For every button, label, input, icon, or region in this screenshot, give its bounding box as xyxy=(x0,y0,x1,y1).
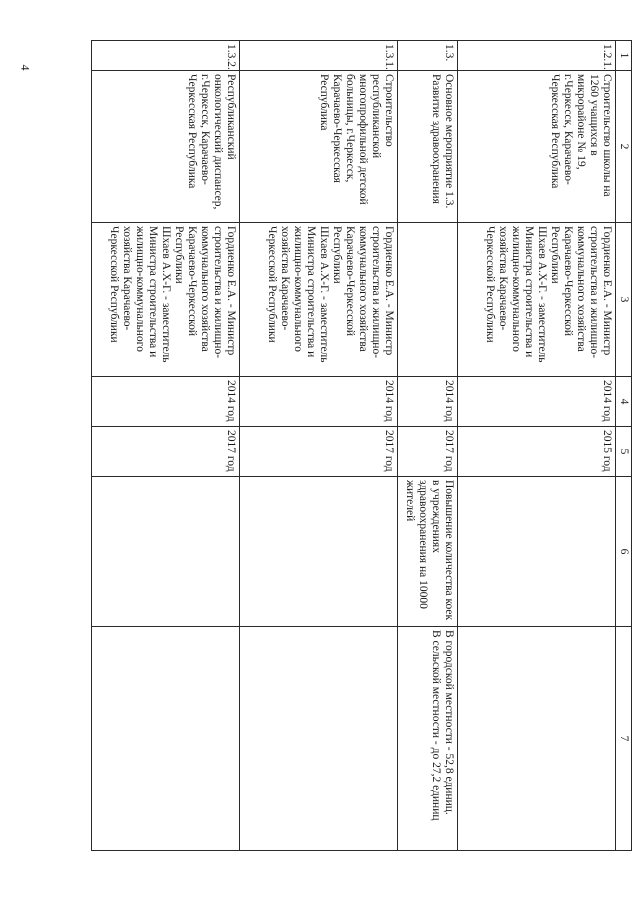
measure-name: Основное мероприятие 1.3. Развитие здравоохранения xyxy=(398,71,458,223)
row-number: 1.3.1. xyxy=(240,41,398,71)
responsible: Гордиенко Е.А. - Министр строительства и жилищно-коммунального хозяйства Карачаево-Черкесской Республики Шхаев А.Х-Г. - заместитель Министра строительства и жилищно-коммунального хозяйства Карачаево-Черкесской Республики xyxy=(240,223,398,377)
start-year: 2014 год xyxy=(240,377,398,427)
expected-result xyxy=(92,477,240,627)
header-cell: 2 xyxy=(616,71,632,223)
measure-name: Республиканский онкологический диспансер, г.Черкесск, Карачаево-Черкесская Республика xyxy=(92,71,240,223)
header-cell: 5 xyxy=(616,427,632,477)
table-row xyxy=(240,41,398,851)
row-number: 1.2.1. xyxy=(458,41,616,71)
indicator xyxy=(458,627,616,851)
responsible: Гордиенко Е.А. - Министр строительства и жилищно-коммунального хозяйства Карачаево-Черкесской Республики Шхаев А.Х-Г. - заместитель Министра строительства и жилищно-коммунального хозяйства Карачаево-Черкесской Республики xyxy=(92,223,240,377)
responsible xyxy=(398,223,458,377)
expected-result xyxy=(458,477,616,627)
expected-result xyxy=(240,477,398,627)
end-year: 2015 год xyxy=(458,427,616,477)
indicator: В городской местности - 52,8 единиц. В сельской местности - до 27,2 единиц xyxy=(398,627,458,851)
measure-name: Строительство школы на 1260 учащихся в микрорайоне № 19, г.Черкесск, Карачаево-Черкесская Республика xyxy=(458,71,616,223)
start-year: 2014 год xyxy=(398,377,458,427)
end-year: 2017 год xyxy=(240,427,398,477)
header-cell: 7 xyxy=(616,627,632,851)
start-year: 2014 год xyxy=(92,377,240,427)
program-table xyxy=(91,40,632,851)
table-row xyxy=(92,41,240,851)
end-year: 2017 год xyxy=(92,427,240,477)
header-cell: 1 xyxy=(616,41,632,71)
expected-result: Повышение количества коек в учреждениях здравоохранения на 10000 жителей xyxy=(398,477,458,627)
page-number: 4 xyxy=(18,64,33,71)
indicator xyxy=(240,627,398,851)
end-year: 2017 год xyxy=(398,427,458,477)
responsible: Гордиенко Е.А. - Министр строительства и жилищно-коммунального хозяйства Карачаево-Черкесской Республики Шхаев А.Х-Г. - заместитель Министра строительства и жилищно-коммунального хозяйства Карачаево-Черкесской Республики xyxy=(458,223,616,377)
header-cell: 3 xyxy=(616,223,632,377)
measure-name: Строительство республиканской многопрофильной детской больницы, г.Черкесск, Карачаево-Черкесская Республика xyxy=(240,71,398,223)
header-row xyxy=(616,41,632,851)
header-cell: 4 xyxy=(616,377,632,427)
header-cell: 6 xyxy=(616,477,632,627)
indicator xyxy=(92,627,240,851)
start-year: 2014 год xyxy=(458,377,616,427)
rotated-table-container xyxy=(85,40,632,850)
row-number: 1.3.2. xyxy=(92,41,240,71)
document-sheet xyxy=(85,40,632,850)
row-number: 1.3. xyxy=(398,41,458,71)
table-row xyxy=(398,41,458,851)
table-row xyxy=(458,41,616,851)
